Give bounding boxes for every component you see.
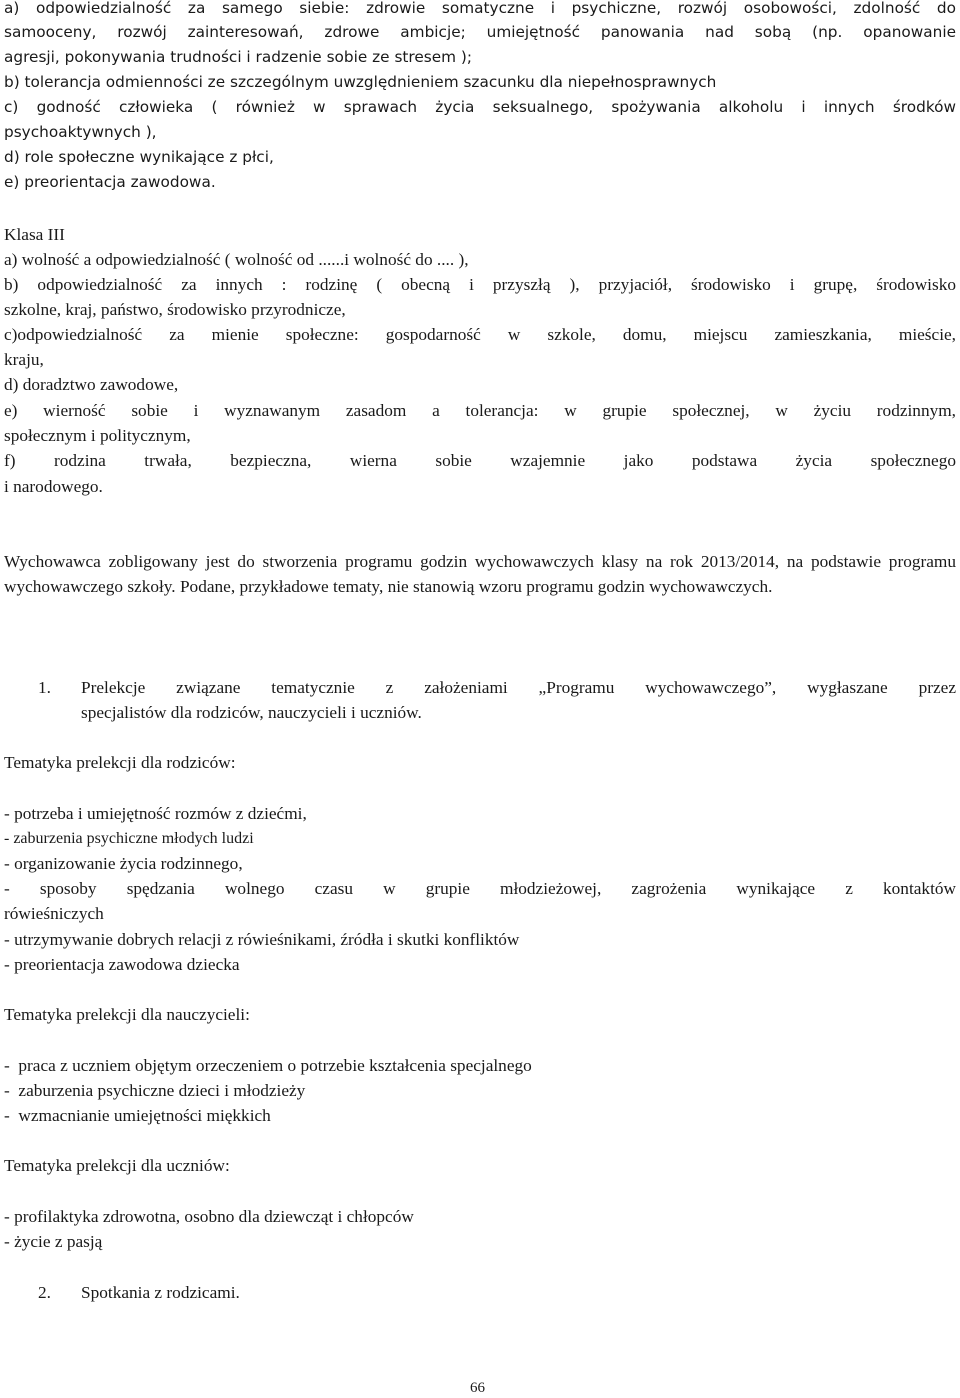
klasa2-item-a-line3: agresji, pokonywania trudności i radzenie sobie ze stresem ); (4, 48, 473, 66)
rodzice-item-1: - potrzeba i umiejętność rozmów z dziećmi, (4, 804, 307, 823)
point1-line1: Prelekcje związane tematycznie z założeniami „Programu wychowawczego”, wygłaszane przez (81, 678, 956, 697)
klasa3-item-e-line1: e) wierność sobie i wyznawanym zasadom a tolerancja: w grupie społecznej, w życiu rodzinnym, (4, 401, 956, 420)
klasa2-item-c-line1: c) godność człowieka ( również w sprawach życia seksualnego, spożywania alkoholu i innych środków (4, 98, 956, 116)
klasa3-item-b-line2: szkolne, kraj, państwo, środowisko przyrodnicze, (4, 300, 346, 319)
nauczyciele-item-1: - praca z uczniem objętym orzeczeniem o potrzebie kształcenia specjalnego (4, 1056, 532, 1075)
rodzice-heading: Tematyka prelekcji dla rodziców: (4, 753, 236, 772)
point1-number: 1. (38, 678, 51, 697)
nauczyciele-item-3: - wzmacnianie umiejętności miękkich (4, 1106, 271, 1125)
uczniowie-item-1: - profilaktyka zdrowotna, osobno dla dziewcząt i chłopców (4, 1207, 414, 1226)
klasa3-item-d: d) doradztwo zawodowe, (4, 375, 179, 394)
uczniowie-heading: Tematyka prelekcji dla uczniów: (4, 1156, 230, 1175)
klasa3-heading: Klasa III (4, 225, 65, 244)
rodzice-item-4-line2: rówieśniczych (4, 904, 104, 923)
klasa2-item-c-line2: psychoaktywnych ), (4, 123, 157, 141)
point1-line2: specjalistów dla rodziców, nauczycieli i uczniów. (81, 703, 422, 722)
rodzice-item-6: - preorientacja zawodowa dziecka (4, 955, 240, 974)
klasa2-item-a-line1: a) odpowiedzialność za samego siebie: zdrowie somatyczne i psychiczne, rozwój osobowości, zdolność do (4, 0, 956, 17)
page-number: 66 (470, 1380, 485, 1396)
point2-text: Spotkania z rodzicami. (81, 1283, 240, 1302)
rodzice-item-2: - zaburzenia psychiczne młodych ludzi (4, 830, 254, 847)
wychowawca-paragraph: Wychowawca zobligowany jest do stworzenia programu godzin wychowawczych klasy na rok 2013/2014, na podstawie programu wychowawczego szkoły. Podane, przykładowe tematy, nie stanowią wzoru programu godzin wychowawczych. (4, 552, 956, 597)
klasa3-item-c-line2: kraju, (4, 350, 44, 369)
klasa2-item-e: e) preorientacja zawodowa. (4, 173, 216, 191)
klasa3-item-f-line1: f) rodzina trwała, bezpieczna, wierna sobie wzajemnie jako podstawa życia społecznego (4, 451, 956, 470)
point2-number: 2. (38, 1283, 51, 1302)
rodzice-item-4-line1: - sposoby spędzania wolnego czasu w grupie młodzieżowej, zagrożenia wynikające z kontaktów (4, 879, 956, 898)
klasa3-item-b-line1: b) odpowiedzialność za innych : rodzinę ( obecną i przyszłą ), przyjaciół, środowisko i grupę, środowisko (4, 275, 956, 294)
nauczyciele-heading: Tematyka prelekcji dla nauczycieli: (4, 1005, 250, 1024)
klasa3-item-a: a) wolność a odpowiedzialność ( wolność od ......i wolność do .... ), (4, 250, 469, 269)
klasa2-item-d: d) role społeczne wynikające z płci, (4, 148, 274, 166)
klasa3-item-c-line1: c)odpowiedzialność za mienie społeczne: gospodarność w szkole, domu, miejscu zamieszkania, mieście, (4, 325, 956, 344)
nauczyciele-item-2: - zaburzenia psychiczne dzieci i młodzieży (4, 1081, 306, 1100)
klasa2-item-a-line2: samooceny, rozwój zainteresowań, zdrowe ambicje; umiejętność panowania nad sobą (np. opanowanie (4, 23, 956, 41)
rodzice-item-5: - utrzymywanie dobrych relacji z rówieśnikami, źródła i skutki konfliktów (4, 930, 520, 949)
rodzice-item-3: - organizowanie życia rodzinnego, (4, 854, 243, 873)
klasa3-item-e-line2: społecznym i politycznym, (4, 426, 191, 445)
uczniowie-item-2: - życie z pasją (4, 1232, 103, 1251)
klasa3-item-f-line2: i narodowego. (4, 477, 103, 496)
klasa2-item-b: b) tolerancja odmienności ze szczególnym uwzględnieniem szacunku dla niepełnosprawnych (4, 73, 717, 91)
